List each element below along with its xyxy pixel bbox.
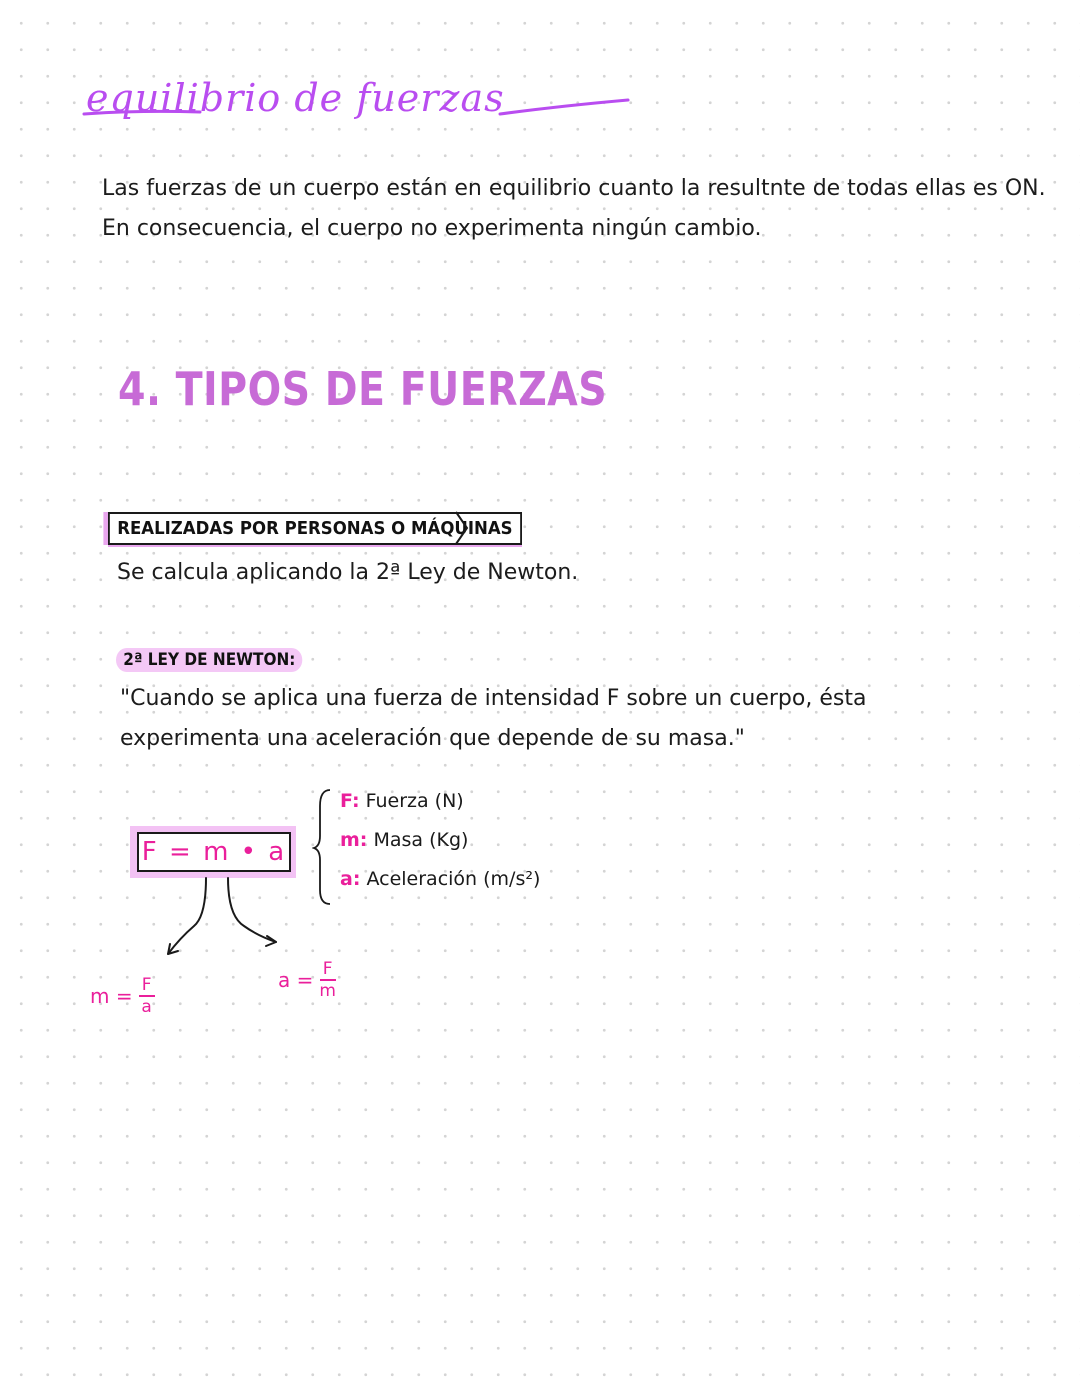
- law-title-highlight: [116, 648, 323, 672]
- legend-acceleration: [340, 868, 540, 890]
- legend-acceleration-symbol: a:: [340, 868, 361, 890]
- derived-mass-formula: [90, 976, 155, 1016]
- intro-line-2: En consecuencia, el cuerpo no experimenta ningún cambio.: [102, 216, 762, 241]
- derived-mass-fraction: [139, 976, 155, 1016]
- legend-force-symbol: F:: [340, 790, 360, 812]
- derived-mass-numerator: F: [141, 975, 152, 995]
- derived-mass-denominator: a: [141, 997, 152, 1017]
- section-title: 4. TIPOS DE FUERZAS: [118, 362, 608, 416]
- legend-mass-text: Masa (Kg): [373, 829, 469, 851]
- category-tag-label: REALIZADAS POR PERSONAS O MÁQUINAS: [108, 512, 522, 545]
- category-tag: [108, 512, 558, 545]
- legend-mass-symbol: m:: [340, 829, 368, 851]
- law-quote-line-1: "Cuando se aplica una fuerza de intensidad F sobre un cuerpo, ésta: [120, 686, 867, 711]
- derived-acceleration-denominator: m: [319, 981, 336, 1001]
- heading: [80, 70, 640, 150]
- derived-mass-left: m =: [90, 984, 133, 1008]
- derived-acceleration-fraction: [319, 960, 336, 1000]
- formula-main: F = m • a: [137, 832, 291, 872]
- category-description: Se calcula aplicando la 2ª Ley de Newton.: [117, 560, 579, 585]
- legend-force: [340, 790, 464, 812]
- tag-arrow-icon: [455, 511, 469, 545]
- derived-acceleration-formula: [278, 960, 336, 1000]
- heading-text: equilibrio de fuerzas: [86, 76, 505, 120]
- law-title: 2ª LEY DE NEWTON:: [116, 648, 303, 672]
- legend-force-text: Fuerza (N): [365, 790, 464, 812]
- legend-brace-icon: [312, 786, 334, 908]
- intro-line-1: Las fuerzas de un cuerpo están en equilibrio cuanto la resultnte de todas ellas es ON.: [102, 176, 1046, 201]
- legend-mass: [340, 829, 468, 851]
- derived-acceleration-numerator: F: [322, 959, 333, 979]
- formula-highlight: [130, 826, 296, 878]
- legend-acceleration-text: Aceleración (m/s²): [366, 868, 541, 890]
- law-quote-line-2: experimenta una aceleración que depende de su masa.": [120, 726, 745, 751]
- formula-arrows-icon: [140, 876, 290, 966]
- derived-acceleration-left: a =: [278, 968, 314, 992]
